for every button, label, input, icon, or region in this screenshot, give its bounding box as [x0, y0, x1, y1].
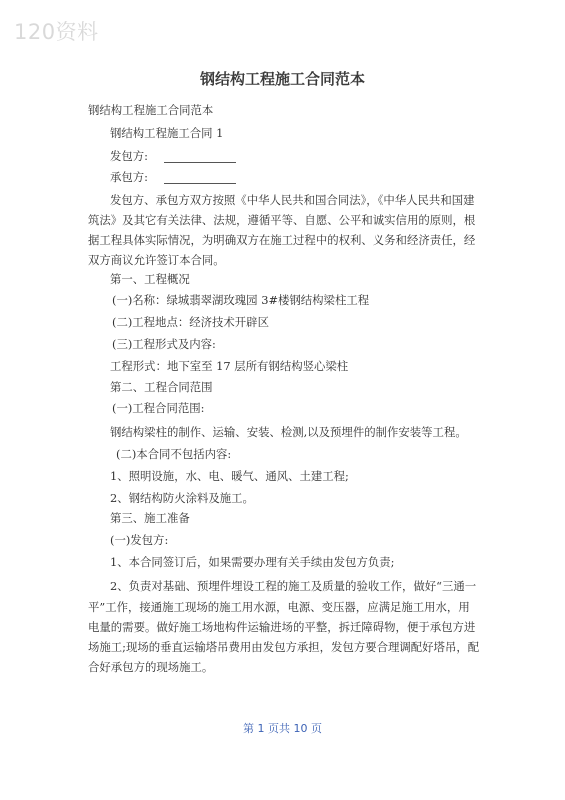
paragraph-line: 电量的需要。做好施工场地构件运输进场的平整，拆迁障碍物，便于承包方进 [88, 620, 476, 634]
list-item: (一)发包方: [110, 533, 169, 547]
list-item: (二)本合同不包括内容: [116, 447, 232, 461]
employer-blank [164, 150, 236, 163]
contractor-label: 承包方: [110, 170, 149, 184]
paragraph-line: 据工程具体实际情况，为明确双方在施工过程中的权利、义务和经济责任，经 [88, 233, 476, 247]
list-item: (一)工程合同范围: [112, 401, 205, 415]
list-item: (三)工程形式及内容: [112, 337, 216, 351]
list-item: 1、照明设施，水、电、暖气、通风、土建工程; [110, 469, 349, 483]
employer-field [110, 149, 510, 163]
paragraph-line: 场施工;现场的垂直运输塔吊费用由发包方承担，发包方要合理调配好塔吊，配 [88, 640, 480, 654]
contractor-blank [164, 171, 236, 184]
page-footer: 第 1 页共 10 页 [243, 722, 322, 735]
employer-label: 发包方: [110, 149, 149, 163]
doc-heading: 钢结构工程施工合同范本 [88, 103, 214, 117]
document-title: 钢结构工程施工合同范本 [199, 70, 365, 88]
list-item: (一)名称：绿城翡翠湖玫瑰园 3#楼钢结构梁柱工程 [112, 293, 370, 307]
list-item: 2、钢结构防火涂料及施工。 [110, 491, 254, 505]
list-item: 1、本合同签订后，如果需要办理有关手续由发包方负责; [110, 555, 395, 569]
paragraph-line: 2、负责对基础、预埋件埋设工程的施工及质量的验收工作，做好“三通一 [110, 579, 477, 593]
section-heading: 第一、工程概况 [110, 272, 190, 286]
paragraph-line: 发包方、承包方双方按照《中华人民共和国合同法》，《中华人民共和国建 [110, 193, 475, 207]
paragraph-line: 合好承包方的现场施工。 [88, 660, 214, 674]
list-item: (二)工程地点：经济技术开辟区 [112, 315, 269, 329]
section-heading: 第二、工程合同范围 [110, 380, 213, 394]
paragraph-line: 工程形式：地下室至 17 层所有钢结构竖心梁柱 [110, 359, 349, 373]
paragraph-line: 平”工作，接通施工现场的施工用水源，电源、变压器，应满足施工用水，用 [88, 600, 470, 614]
paragraph-line: 钢结构梁柱的制作、运输、安装、检测,以及预埋件的制作安装等工程。 [110, 425, 467, 439]
paragraph-line: 筑法》及其它有关法律、法规，遵循平等、自愿、公平和诚实信用的原则，根 [88, 213, 476, 227]
contract-number: 钢结构工程施工合同 1 [110, 126, 224, 140]
contractor-field [110, 170, 510, 184]
section-heading: 第三、施工准备 [110, 511, 190, 525]
watermark-logo: 120资料 [14, 20, 99, 44]
paragraph-line: 双方商议允许签订本合同。 [88, 253, 225, 267]
